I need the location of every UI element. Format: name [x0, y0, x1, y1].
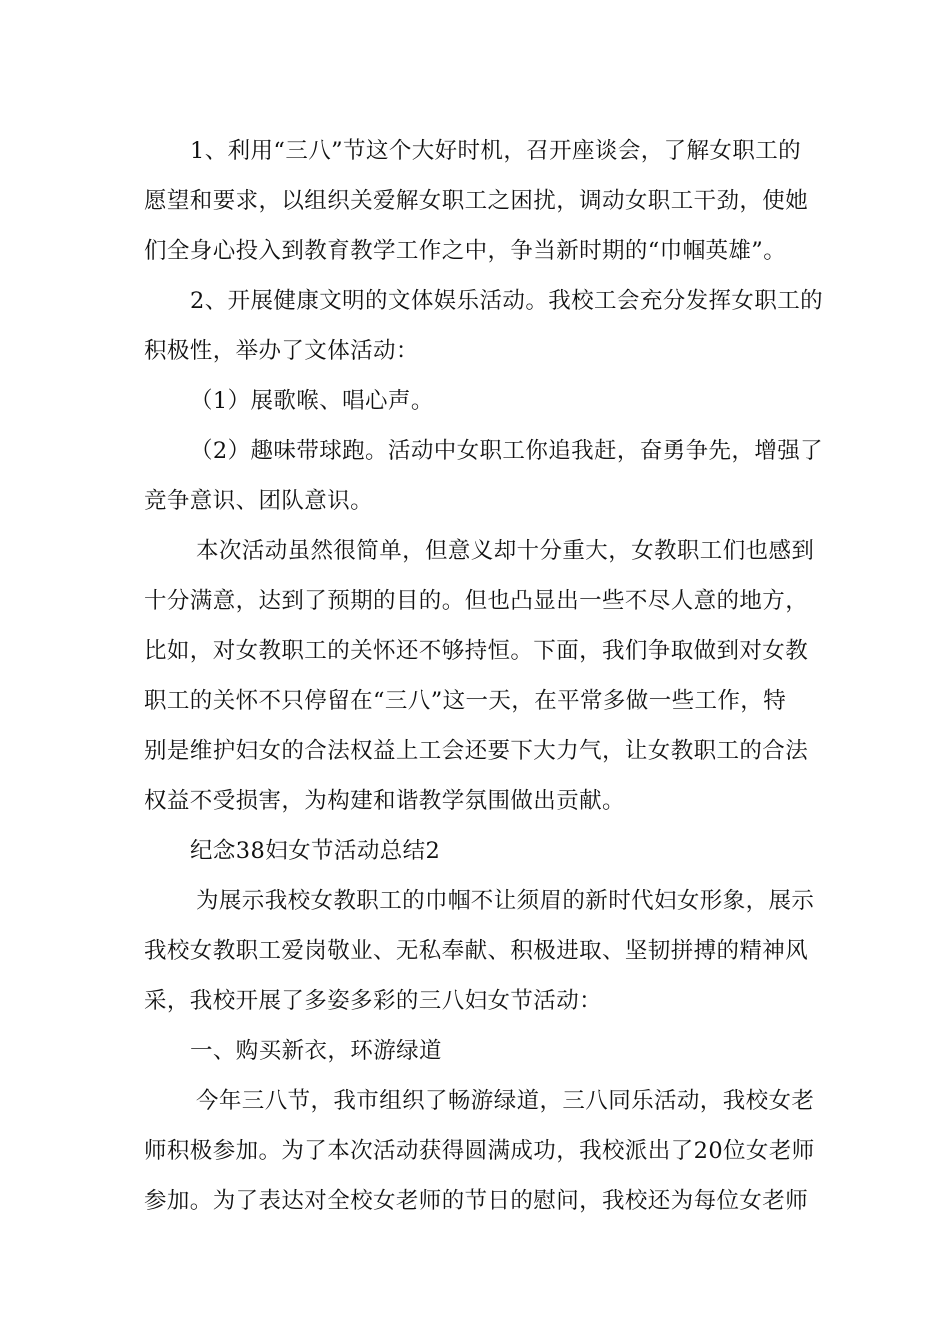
paragraph-4-line-1: 为展示我校女教职工的巾帼不让须眉的新时代妇女形象，展示	[196, 888, 815, 914]
paragraph-5-line-2: 师积极参加。为了本次活动获得圆满成功，我校派出了20位女老师	[144, 1138, 815, 1164]
section-title: 纪念38妇女节活动总结2	[190, 838, 441, 864]
list-item-2-line-2: 竞争意识、团队意识。	[144, 488, 374, 514]
subheading-1: 一、购买新衣，环游绿道	[190, 1038, 442, 1064]
paragraph-5-line-3: 参加。为了表达对全校女老师的节日的慰问，我校还为每位女老师	[144, 1188, 809, 1214]
list-item-1: （1）展歌喉、唱心声。	[190, 388, 434, 414]
paragraph-1-line-2: 愿望和要求，以组织关爱解女职工之困扰，调动女职工干劲，使她	[144, 188, 809, 214]
paragraph-1-line-3: 们全身心投入到教育教学工作之中，争当新时期的“巾帼英雄”。	[144, 238, 787, 264]
paragraph-4-line-2: 我校女教职工爱岗敬业、无私奉献、积极进取、坚韧拼搏的精神风	[144, 938, 809, 964]
paragraph-3-line-4: 职工的关怀不只停留在“三八”这一天，在平常多做一些工作，特	[144, 688, 787, 714]
paragraph-4-line-3: 采，我校开展了多姿多彩的三八妇女节活动：	[144, 988, 603, 1014]
paragraph-3-line-1: 本次活动虽然很简单，但意义却十分重大，女教职工们也感到	[196, 538, 815, 564]
paragraph-3-line-5: 别是维护妇女的合法权益上工会还要下大力气，让女教职工的合法	[144, 738, 809, 764]
paragraph-3-line-3: 比如，对女教职工的关怀还不够持恒。下面，我们争取做到对女教	[144, 638, 809, 664]
paragraph-3-line-2: 十分满意，达到了预期的目的。但也凸显出一些不尽人意的地方，	[144, 588, 809, 614]
paragraph-3-line-6: 权益不受损害，为构建和谐教学氛围做出贡献。	[144, 788, 625, 814]
list-item-2-line-1: （2）趣味带球跑。活动中女职工你追我赶，奋勇争先，增强了	[190, 438, 824, 464]
paragraph-1-line-1: 1、利用“三八”节这个大好时机，召开座谈会，了解女职工的	[190, 138, 802, 164]
paragraph-5-line-1: 今年三八节，我市组织了畅游绿道，三八同乐活动，我校女老	[196, 1088, 815, 1114]
paragraph-2-line-2: 积极性，举办了文体活动：	[144, 338, 419, 364]
paragraph-2-line-1: 2、开展健康文明的文体娱乐活动。我校工会充分发挥女职工的	[190, 288, 824, 314]
